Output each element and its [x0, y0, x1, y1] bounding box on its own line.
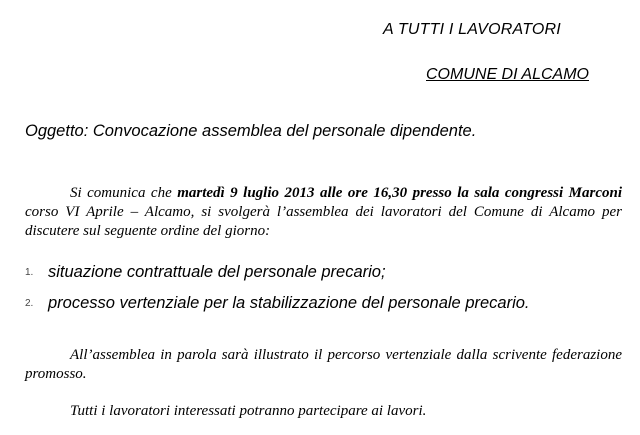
announcement-intro: Si comunica che: [70, 185, 178, 201]
agenda-item-text: situazione contrattuale del personale precario;: [48, 263, 386, 281]
subject-line: Oggetto: Convocazione assemblea del personale dipendente.: [25, 122, 477, 140]
recipient-line-2: COMUNE DI ALCAMO: [426, 66, 589, 83]
announcement-rest: corso VI Aprile – Alcamo, si svolgerà l’assemblea dei lavoratori del Comune di Alcamo per discutere sul seguente ordine del giorno:: [25, 204, 622, 239]
recipient-line-1: A TUTTI I LAVORATORI: [383, 21, 561, 38]
agenda-item-number: 2.: [25, 298, 34, 309]
meeting-date-place: martedì 9 luglio 2013 alle ore 16,30 presso la sala congressi Marconi: [177, 185, 622, 201]
announcement-paragraph: [25, 184, 622, 241]
agenda-item-number: 1.: [25, 267, 34, 278]
agenda-item-text: processo vertenziale per la stabilizzazione del personale precario.: [48, 294, 530, 312]
participation-paragraph: Tutti i lavoratori interessati potranno partecipare ai lavori.: [70, 403, 427, 419]
assembly-paragraph: All’assemblea in parola sarà illustrato il percorso vertenziale dalla scrivente federazione promosso.: [25, 347, 622, 382]
